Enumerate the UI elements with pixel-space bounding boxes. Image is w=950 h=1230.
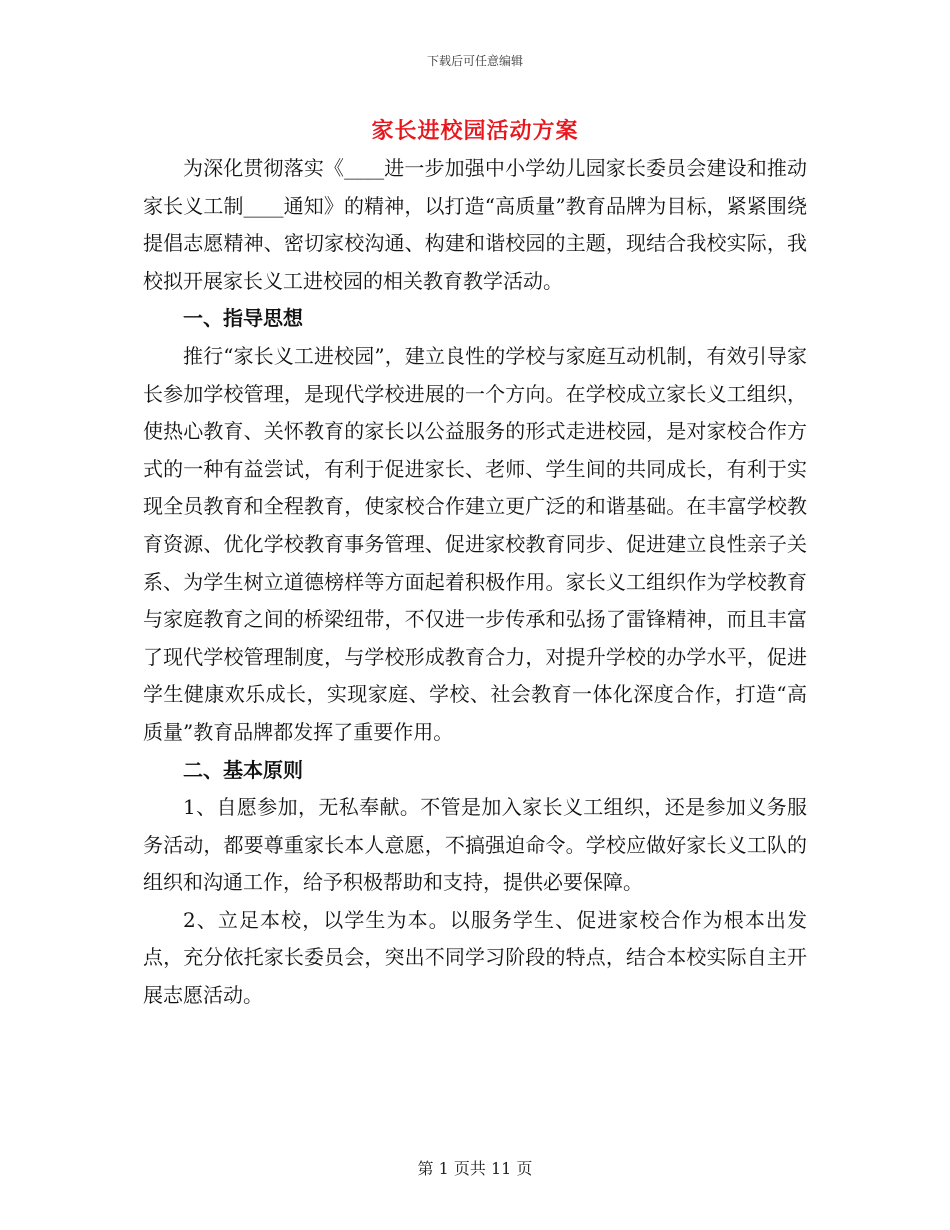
section-heading-guiding-ideology: 一、指导思想 (183, 306, 303, 331)
document-body (143, 150, 807, 1015)
principle-item-1: 1、自愿参加，无私奉献。不管是加入家长义工组织，还是参加义务服务活动，都要尊重家长本人意愿，不搞强迫命令。学校应做好家长义工队的组织和沟通工作，给予积极帮助和支持，提供必要保障。 (143, 795, 807, 895)
guiding-ideology-paragraph: 推行“家长义工进校园”，建立良性的学校与家庭互动机制，有效引导家长参加学校管理，是现代学校进展的一个方向。在学校成立家长义工组织，使热心教育、关怀教育的家长以公益服务的形式走进校园，是对家校合作方式的一种有益尝试，有利于促进家长、老师、学生间的共同成长，有利于实现全员教育和全程教育，使家校合作建立更广泛的和谐基础。在丰富学校教育资源、优化学校教育事务管理、促进家校教育同步、促进建立良性亲子关系、为学生树立道德榜样等方面起着积极作用。家长义工组织作为学校教育与家庭教育之间的桥梁纽带，不仅进一步传承和弘扬了雷锋精神，而且丰富了现代学校管理制度，与学校形成教育合力，对提升学校的办学水平，促进学生健康欢乐成长，实现家庭、学校、社会教育一体化深度合作，打造“高质量”教育品牌都发挥了重要作用。 (143, 343, 807, 744)
page-number-footer: 第 1 页共 11 页 (417, 1159, 533, 1178)
section-heading-basic-principles: 二、基本原则 (183, 757, 303, 782)
header-note: 下载后可任意编辑 (426, 54, 523, 68)
intro-paragraph: 为深化贯彻落实《____进一步加强中小学幼儿园家长委员会建设和推动家长义工制____通知》的精神，以打造“高质量”教育品牌为目标，紧紧围绕提倡志愿精神、密切家校沟通、构建和谐校园的主题，现结合我校实际，我校拟开展家长义工进校园的相关教育教学活动。 (143, 156, 807, 293)
document-title: 家长进校园活动方案 (371, 118, 579, 144)
principle-item-2: 2、立足本校，以学生为本。以服务学生、促进家校合作为根本出发点，充分依托家长委员会，突出不同学习阶段的特点，结合本校实际自主开展志愿活动。 (143, 907, 807, 1008)
